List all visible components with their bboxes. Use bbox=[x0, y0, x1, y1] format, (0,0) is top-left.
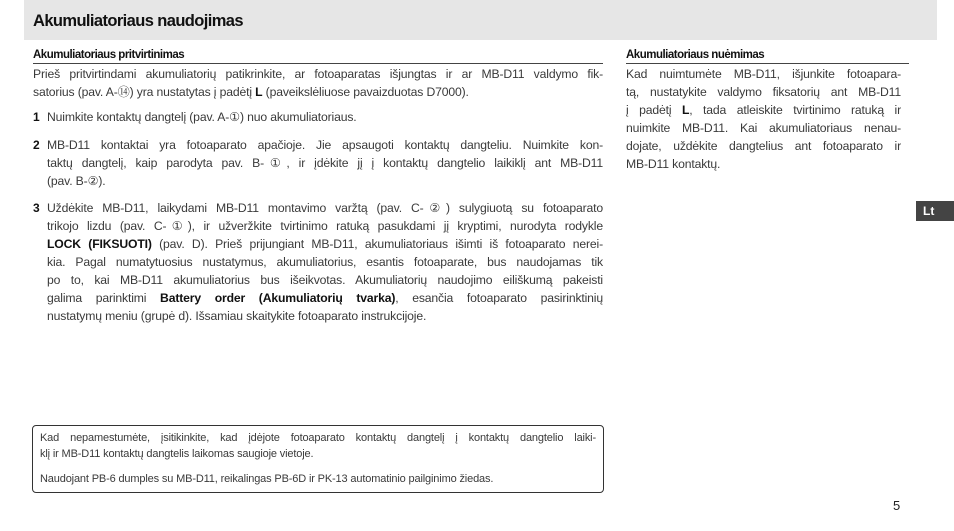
attach-intro bbox=[33, 65, 603, 101]
step-line: po to, kai MB-D11 akumuliatorius bus išeikvotas. Akumuliatorių naudojimo eiliškumą pakeisti bbox=[47, 273, 603, 287]
position-l-label: L bbox=[681, 103, 690, 117]
step-2-text bbox=[47, 136, 603, 190]
step-3-text bbox=[47, 199, 603, 325]
step-line: kia. Pagal numatytuosius nustatymus, akumuliatorius, esantis fotoaparate, bus naudojamas tik bbox=[47, 255, 603, 269]
remove-heading: Akumuliatoriaus nuėmimas bbox=[626, 49, 909, 64]
note-paragraph-1 bbox=[40, 430, 596, 462]
position-l-label: L bbox=[255, 85, 263, 99]
note-line: Naudojant PB-6 dumples su MB-D11, reikalingas PB-6D ir PK-13 automatinio pailginimo žiedas. bbox=[40, 473, 494, 485]
step-line: trikojo lizdu (pav. C-①), ir užveržkite tvirtinimo ratuką pasukdami jį kryptimi, nurodyta rodykle bbox=[47, 219, 603, 233]
remove-line: dojate, uždėkite dangtelius ant fotoaparato ir bbox=[626, 139, 901, 153]
battery-order-label: Battery order (Akumuliatorių tvarka) bbox=[160, 291, 396, 305]
intro-line: satorius (pav. A-⑭) yra nustatytas į padėtį L (paveikslėliuose pavaizduotas D7000). bbox=[33, 85, 469, 99]
step-line: Nuimkite kontaktų dangtelį (pav. A-①) nuo akumuliatoriaus. bbox=[47, 110, 357, 124]
step-number: 1 bbox=[33, 110, 40, 124]
step-line: MB-D11 kontaktai yra fotoaparato apačioje. Jie apsaugoti kontaktų dangteliu. Nuimkite kon- bbox=[47, 138, 603, 152]
page-number: 5 bbox=[893, 498, 901, 513]
remove-line: tą, nustatykite valdymo fiksatorių ant MB-D11 bbox=[626, 85, 901, 99]
remove-line: nuimkite MB-D11. Kai akumuliatoriaus nenau- bbox=[626, 121, 901, 135]
note-line: Kad nepamestumėte, įsitikinkite, kad įdėjote fotoaparato kontaktų dangtelį į kontaktų dangtelio laiki- bbox=[40, 432, 596, 444]
step-line: Uždėkite MB-D11, laikydami MB-D11 montavimo varžtą (pav. C-②) sulygiuotą su fotoaparato bbox=[47, 201, 603, 215]
step-line: LOCK (FIKSUOTI) (pav. D). Prieš prijungiant MB-D11, akumuliatoriaus išimti iš fotoaparato nerei- bbox=[47, 237, 604, 251]
remove-text bbox=[626, 65, 901, 173]
remove-line: MB-D11 kontaktų. bbox=[626, 157, 721, 171]
lock-label: LOCK (FIKSUOTI) bbox=[47, 237, 152, 251]
step-number: 3 bbox=[33, 201, 40, 215]
remove-line: į padėtį L, tada atleiskite tvirtinimo ratuką ir bbox=[626, 103, 901, 117]
remove-line: Kad nuimtumėte MB-D11, išjunkite fotoapara- bbox=[626, 67, 901, 81]
page-title: Akumuliatoriaus naudojimas bbox=[33, 12, 243, 30]
step-1-text bbox=[47, 108, 603, 126]
step-line: galima parinktimi Battery order (Akumuliatorių tvarka), esančia fotoaparato pasirinktinių bbox=[47, 291, 603, 305]
note-line: klį ir MB-D11 kontaktų dangtelis laikomas saugioje vietoje. bbox=[40, 448, 314, 460]
note-paragraph-2 bbox=[40, 471, 596, 487]
intro-line: Prieš pritvirtindami akumuliatorių patikrinkite, ar fotoaparatas išjungtas ir ar MB-D11 valdymo fik- bbox=[33, 67, 603, 81]
step-line: (pav. B-②). bbox=[47, 174, 106, 188]
attach-heading: Akumuliatoriaus pritvirtinimas bbox=[33, 49, 603, 64]
step-number: 2 bbox=[33, 138, 40, 152]
language-tab: Lt bbox=[916, 201, 954, 221]
step-line: nustatymų meniu (grupė d). Išsamiau skaitykite fotoaparato instrukcijoje. bbox=[47, 309, 427, 323]
step-line: taktų dangtelį, kaip parodyta pav. B-①, ir įdėkite jį į kontaktų dangtelio laikiklį ant MB-D11 bbox=[47, 156, 603, 170]
